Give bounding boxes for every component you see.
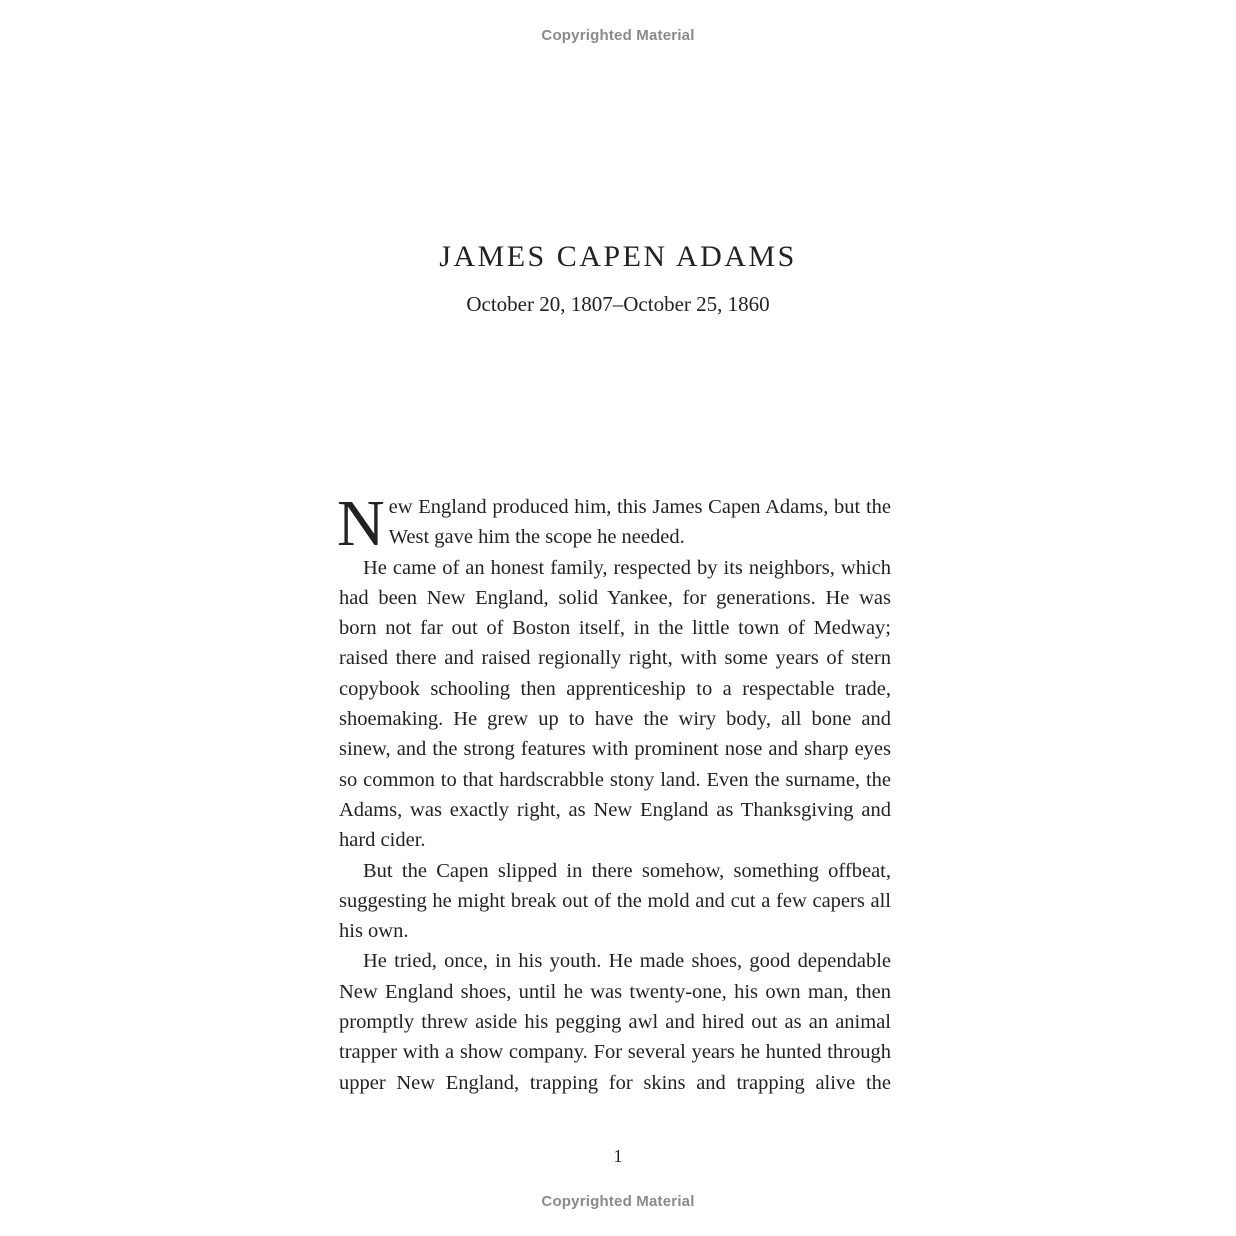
paragraph-4: He tried, once, in his youth. He made shoes, good dependable New England shoes, until he was twenty-one, his own man, then promptly threw aside his pegging awl and hired out as an animal trapper with a show company. For several years he hunted through upper New England, trapping for skins and trapping alive the [339, 950, 891, 1094]
paragraph-1-text: ew England produced him, this James Capen Adams, but the West gave him the scope he needed. [388, 496, 891, 549]
chapter-dates: October 20, 1807–October 25, 1860 [466, 292, 770, 316]
page-number: 1 [613, 1146, 623, 1166]
drop-cap: N [337, 487, 385, 560]
copyright-watermark-bottom: Copyrighted Material [541, 1193, 695, 1210]
paragraph-3: But the Capen slipped in there somehow, something offbeat, suggesting he might break out of the mold and cut a few capers all his own. [339, 859, 891, 943]
paragraph-2: He came of an honest family, respected by its neighbors, which had been New England, solid Yankee, for generations. He was born not far out of Boston itself, in the little town of Medway; raised there and raised regionally right, with some years of stern copybook schooling then apprenticeship to a respectable trade, shoemaking. He grew up to have the wiry body, all bone and sinew, and the strong features with prominent nose and sharp eyes so common to that hardscrabble stony land. Even the surname, the Adams, was exactly right, as New England as Thanksgiving and hard cider. [339, 556, 891, 852]
body-text [337, 487, 891, 1098]
copyright-watermark-top: Copyrighted Material [541, 27, 695, 44]
paragraph-1 [337, 487, 891, 560]
chapter-title: JAMES CAPEN ADAMS [439, 240, 797, 273]
